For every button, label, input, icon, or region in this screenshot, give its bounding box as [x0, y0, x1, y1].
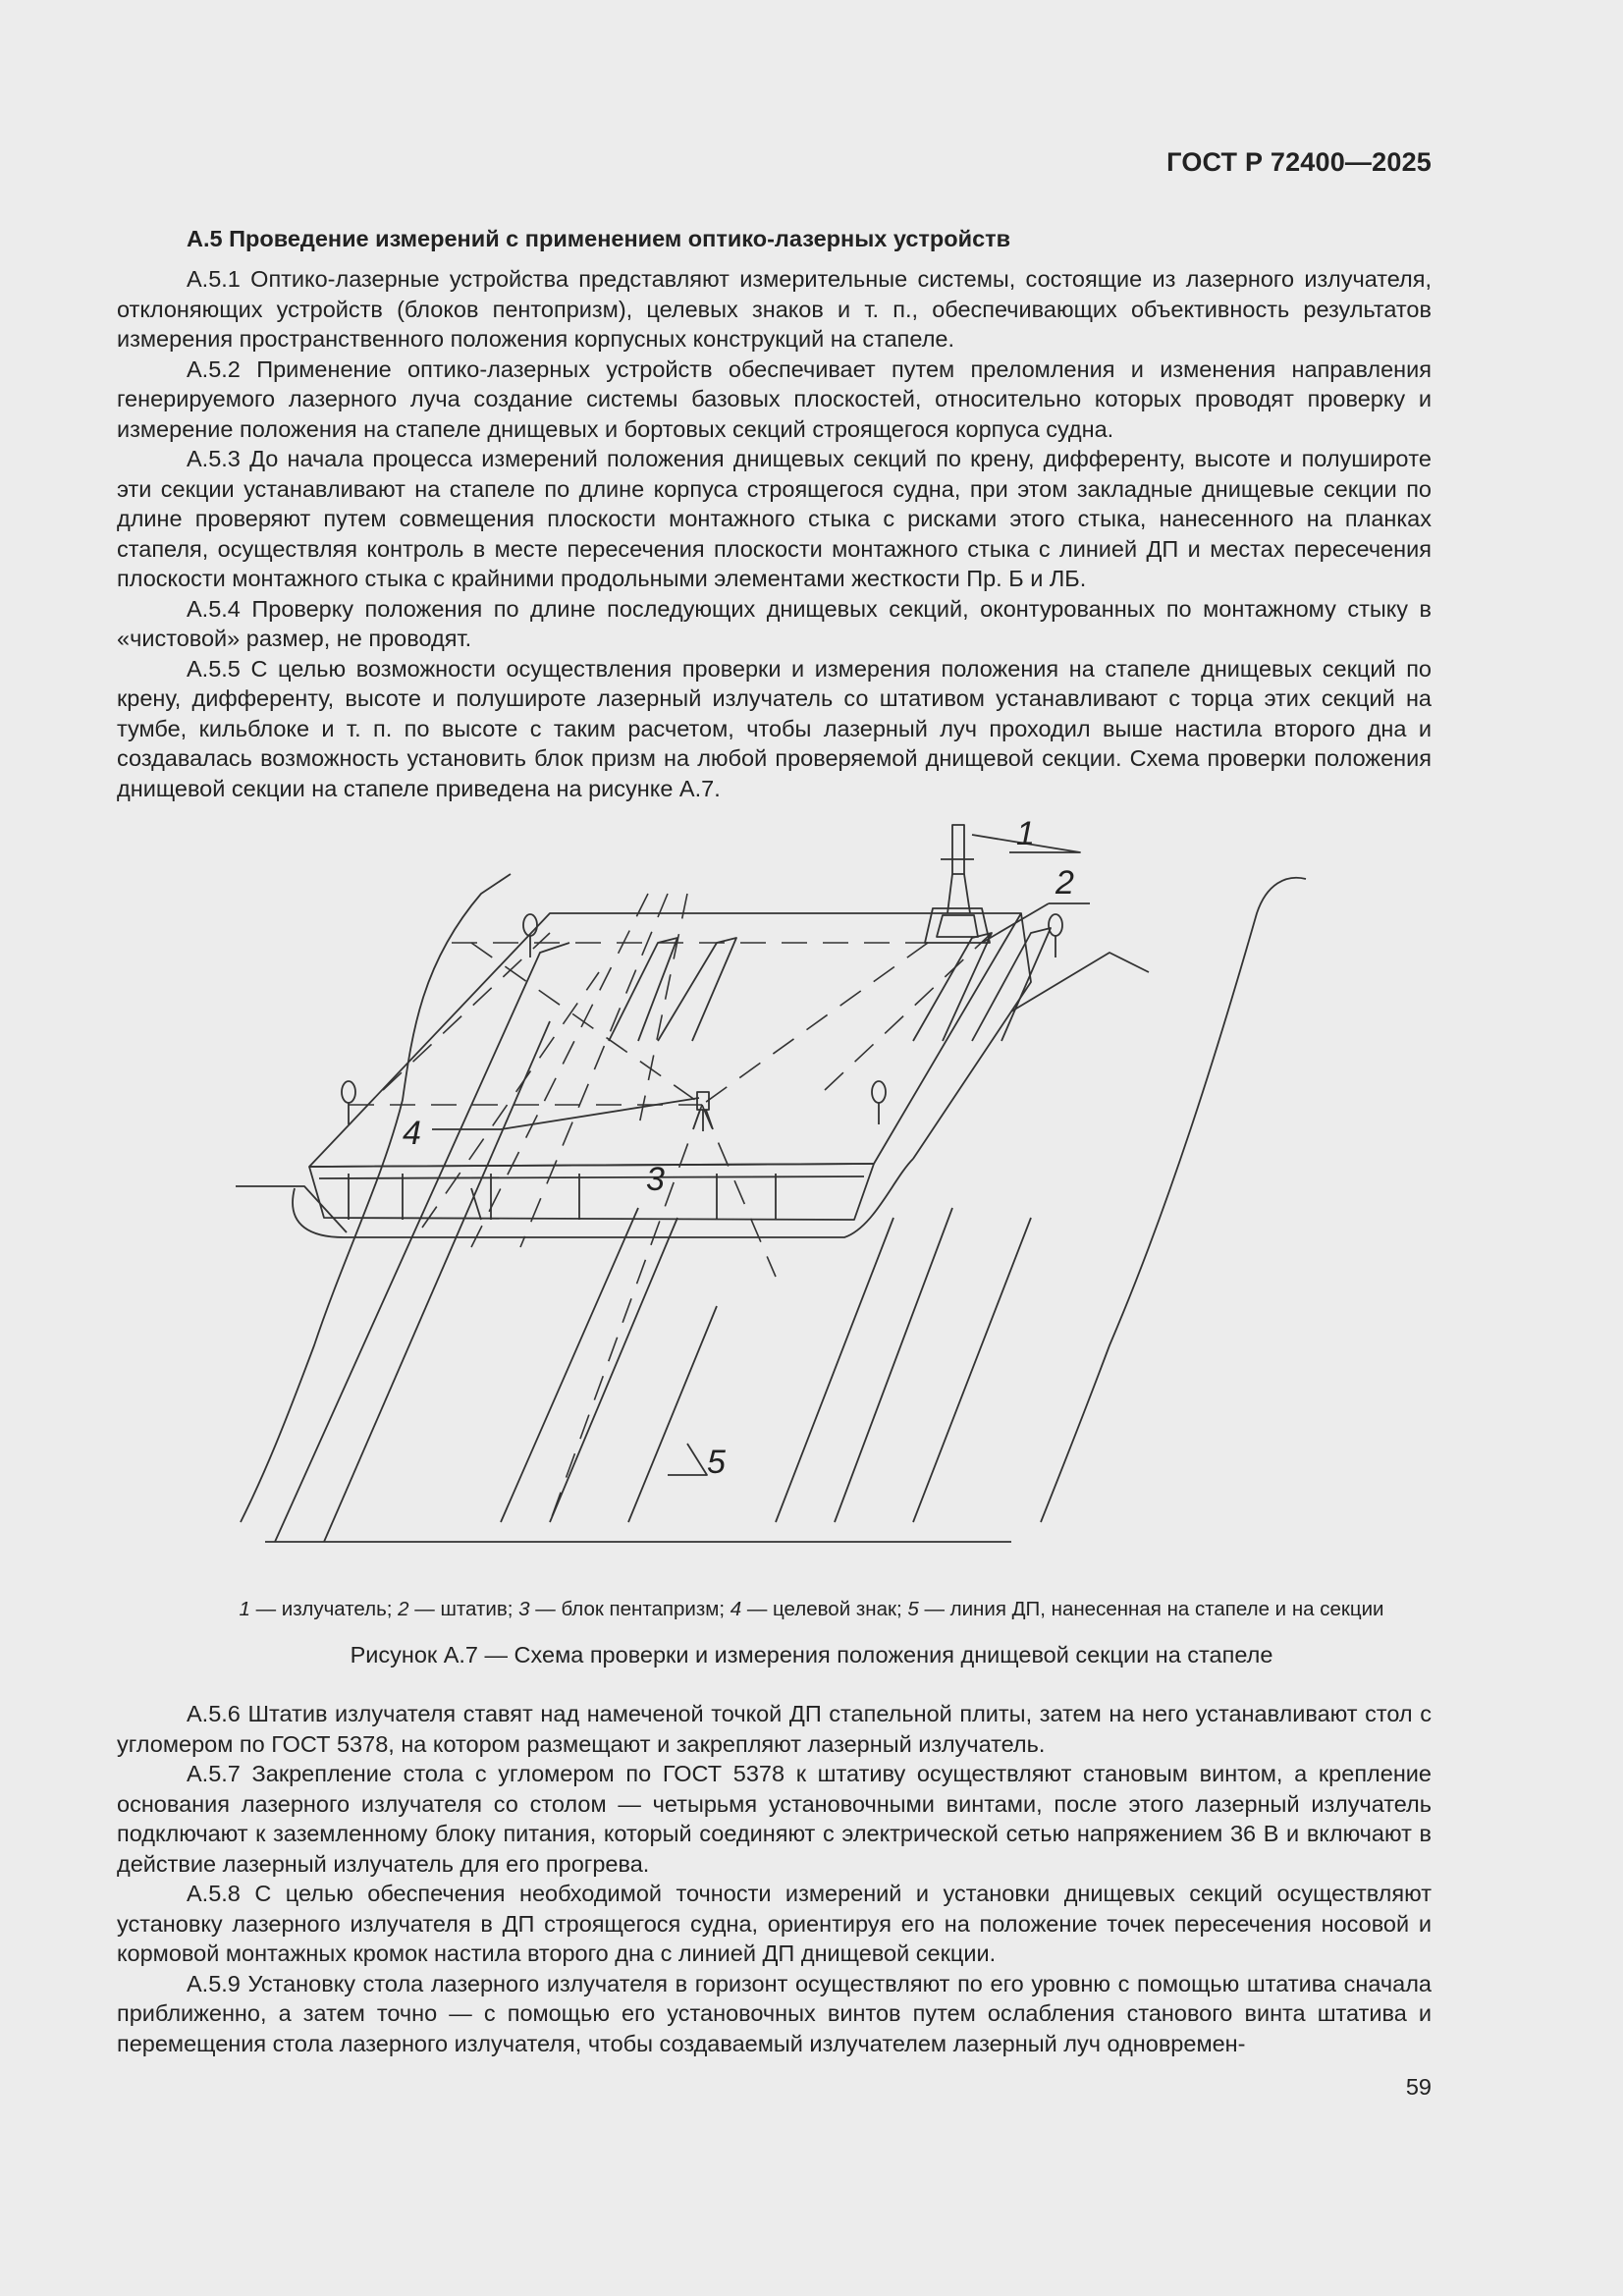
paragraph-a58: А.5.8 С целью обеспечения необходимой точности измерений и установки днищевых секций осуществляют установку лазерного излучателя в ДП строящегося судна, ориентируя его на положение точек пересечения носовой и кормовой монтажных кромок настила второго дна с линией ДП днищевой секции. [117, 1881, 1432, 1966]
legend-item-3: 3 — блок пентапризм; [518, 1598, 730, 1620]
figure-caption: Рисунок А.7 — Схема проверки и измерения положения днищевой секции на стапеле [350, 1642, 1273, 1667]
callout-2: 2 [1055, 864, 1074, 902]
paragraph-a56: А.5.6 Штатив излучателя ставят над намеченой точкой ДП стапельной плиты, затем на него устанавливают стол с угломером по ГОСТ 5378, на котором размещают и закрепляют лазерный излучатель. [117, 1701, 1432, 1757]
legend-item-2: 2 — штатив; [398, 1598, 519, 1620]
section-deck-outline [319, 835, 761, 1183]
slipway-section-drawing [226, 815, 1325, 1552]
paragraph-a55: А.5.5 С целью возможности осуществления проверки и измерения положения на стапеле днищевых секций по крену, дифференту, высоте и полуширoте лазерный излучатель со штативом устанавливают с торца этих секций на тумбе, кильблоке и т. п. по высоте с таким расчетом, чтобы лазерный луч проходил выше настила второго дна и создавалась возможность установить блок призм на любой проверяемой днищевой секции. Схема проверки положения днищевой секции на стапеле приведена на рисунке А.7. [117, 655, 1432, 801]
callout-1: 1 [1016, 815, 1035, 852]
paragraph-a59: А.5.9 Установку стола лазерного излучателя в горизонт осуществляют по его уровню с помощью штатива сначала приближенно, а затем точно — с помощью его установочных винтов путем ослабления станового винта штатива и перемещения стола лазерного излучателя, чтобы создаваемый излучателем лазерный луч одновремен- [117, 1970, 1432, 2056]
callout-3: 3 [646, 1161, 665, 1198]
callout-5: 5 [707, 1444, 726, 1481]
section-heading: А.5 Проведение измерений с применением оптико-лазерных устройств [187, 226, 1011, 251]
document-code: ГОСТ Р 72400—2025 [1166, 147, 1432, 177]
legend-item-1: 1 — излучатель; [239, 1598, 399, 1620]
paragraph-a52: А.5.2 Применение оптико-лазерных устройств обеспечивает путем преломления и изменения направления генерируемого лазерного луча создание системы базовых плоскостей, относительно которых проводят проверку и измерение положения на стапеле днищевых и бортовых секций строящегося корпуса судна. [117, 355, 1432, 442]
paragraph-a53: А.5.3 До начала процесса измерений положения днищевых секций по крену, дифференту, высоте и полуширoте эти секции устанавливают на стапеле по длине корпуса строящегося судна, при этом закладные днищевые секции по длине проверяют путем совмещения плоскости монтажного стыка с рисками этого стыка, нанесенного на планках стапеля, осуществляя контроль в месте пересечения плоскости монтажного стыка с линией ДП и местах пересечения плоскости монтажного стыка с крайними продольными элементами жесткости Пр. Б и ЛБ. [117, 446, 1432, 591]
text-block-top [117, 264, 1432, 803]
callout-4: 4 [403, 1115, 421, 1152]
legend-item-5: 5 — линия ДП, нанесенная на стапеле и на секции [907, 1598, 1384, 1620]
figure-a7-drawing [226, 815, 1325, 1552]
paragraph-a57: А.5.7 Закрепление стола с угломером по ГОСТ 5378 к штативу осуществляют становым винтом, а крепление основания лазерного излучателя со столом — четырьмя установочными винтами, после этого лазерный излучатель подключают к заземленному блоку питания, который соединяют с электрической сетью напряжением 36 В и включают в действие лазерный излучатель для его прогрева. [117, 1761, 1432, 1877]
figure-legend [0, 1598, 1623, 1621]
paragraph-a51: А.5.1 Оптико-лазерные устройства представляют измерительные системы, состоящие из лазерного излучателя, отклоняющих устройств (блоков пентопризм), целевых знаков и т. п., обеспечивающих объективность результатов измерения пространственного положения корпусных конструкций на стапеле. [117, 266, 1432, 352]
page-number: 59 [1405, 2074, 1432, 2100]
slipway-right-contour [1041, 878, 1306, 1522]
paragraph-a54: А.5.4 Проверку положения по длине последующих днищевых секций, оконтурованных по монтажному стыку в «чистовой» размер, не проводят. [117, 595, 1432, 651]
text-block-bottom [117, 1699, 1432, 2058]
legend-item-4: 4 — целевой знак; [730, 1598, 908, 1620]
